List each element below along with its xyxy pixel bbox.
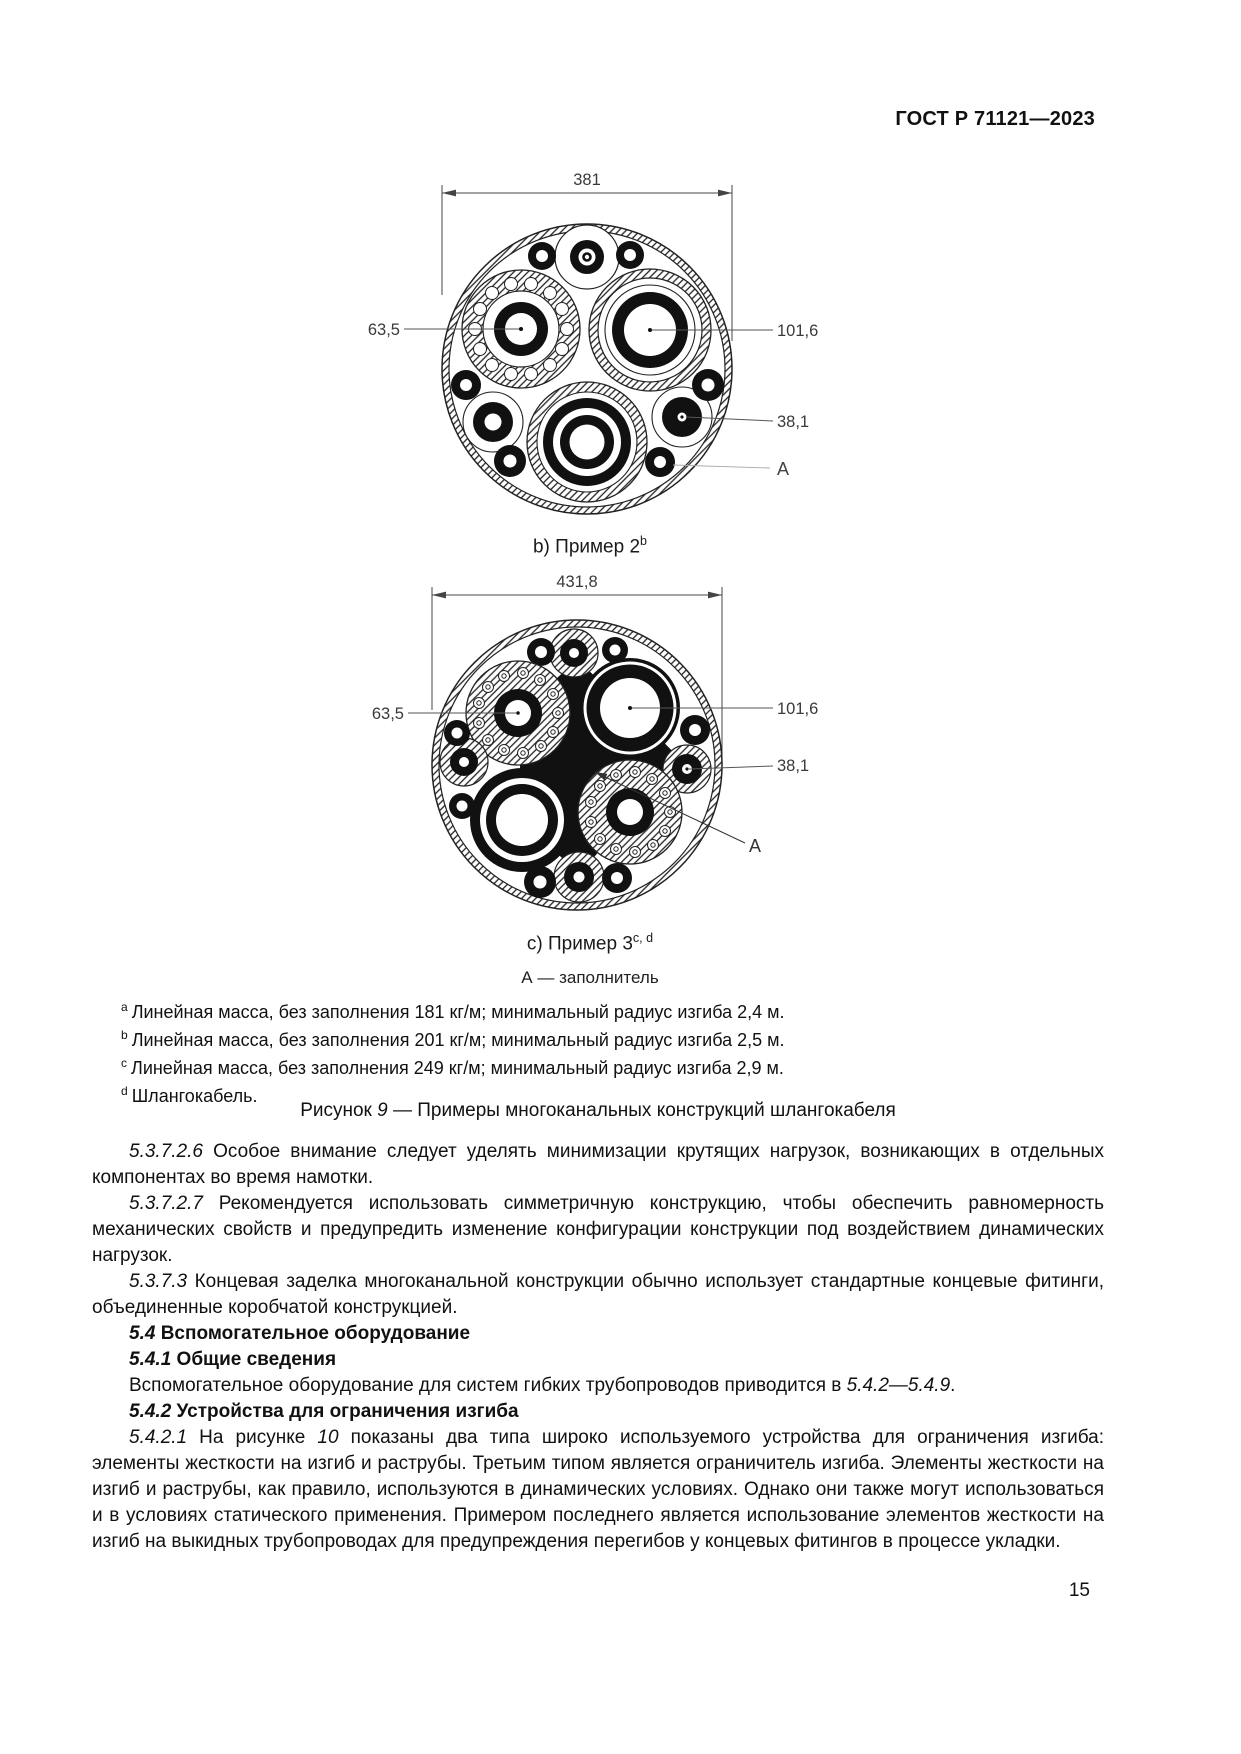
figure-9b-diagram (300, 145, 820, 545)
paragraph-5-3-7-2-7: 5.3.7.2.7 Рекомендуется использовать симметричную конструкцию, чтобы обеспечить равномерность механических свойств и предупредить изменение конфигурации конструкции под воздействием динамических нагрузок. (92, 1193, 1104, 1266)
paragraph-5-4-1-text: Вспомогательное оборудование для систем гибких трубопроводов приводится в 5.4.2—5.4.9. (129, 1375, 956, 1396)
footnote-b: $^b$ Линейная масса, без заполнения 201 кг/м; минимальный радиус изгиба 2,5 м. (121, 1028, 785, 1050)
figure-footnotes (121, 996, 785, 1108)
paragraph-5-4-2-1: 5.4.2.1 На рисунке 10 показаны два типа широко используемого устройства для ограничения изгиба: элементы жесткости на изгиб и раструбы. Третьим типом является ограничитель изгиба. Элементы жесткости на изгиб и раструбы, как правило, используются в динамических условиях. Однако они также могут использоваться и в условиях статического применения. Примером последнего является использование элементов жесткости на изгиб на выкидных трубопроводах для предупреждения перегибов у концевых фитингов в процессе укладки. (92, 1427, 1104, 1552)
label-38-1: 38,1 (777, 757, 810, 775)
label-63-5: 63,5 (371, 705, 404, 723)
dim-label-431-8: 431,8 (556, 573, 598, 591)
doc-code: ГОСТ Р 71121—2023 (895, 108, 1095, 130)
label-38-1: 38,1 (777, 413, 810, 431)
heading-5-4: 5.4 Вспомогательное оборудование (129, 1323, 471, 1344)
label-63-5: 63,5 (367, 321, 400, 339)
footnote-d: $^d$ Шлангокабель. (121, 1084, 258, 1106)
caption-example-c: c) Пример 3$^{c, d}$ (526, 931, 654, 955)
tube-bottom (527, 382, 647, 502)
figure-legend: А — заполнитель (521, 968, 659, 987)
label-101-6: 101,6 (777, 700, 819, 718)
bundle-bottom-right (578, 760, 682, 864)
label-a: A (749, 836, 762, 856)
paragraph-5-3-7-2-6: 5.3.7.2.6 Особое внимание следует уделять минимизации крутящих нагрузок, возникающих в отдельных компонентах во время намотки. (92, 1141, 1104, 1188)
label-101-6: 101,6 (777, 322, 819, 340)
heading-5-4-2: 5.4.2 Устройства для ограничения изгиба (129, 1401, 519, 1422)
figure-9c-diagram (300, 560, 820, 980)
page-number: 15 (1068, 1580, 1090, 1601)
heading-5-4-1: 5.4.1 Общие сведения (129, 1349, 337, 1370)
paragraph-5-3-7-3: 5.3.7.3 Концевая заделка многоканальной конструкции обычно использует стандартные концевые фитинги, объединенные коробчатой конструкцией. (92, 1271, 1104, 1318)
body-text (92, 1139, 1104, 1555)
figure-caption: Рисунок 9 — Примеры многоканальных конструкций шлангокабеля (300, 1100, 896, 1121)
footnote-a: $^a$ Линейная масса, без заполнения 181 кг/м; минимальный радиус изгиба 2,4 м. (121, 1000, 785, 1022)
tube-top (555, 225, 619, 289)
tube-bottom-left (470, 768, 574, 872)
caption-example-b: b) Пример 2$^b$ (532, 534, 647, 558)
footnote-c: $^c$ Линейная масса, без заполнения 249 кг/м; минимальный радиус изгиба 2,9 м. (121, 1056, 784, 1078)
label-a: A (777, 459, 790, 479)
dim-label-381: 381 (573, 171, 601, 189)
